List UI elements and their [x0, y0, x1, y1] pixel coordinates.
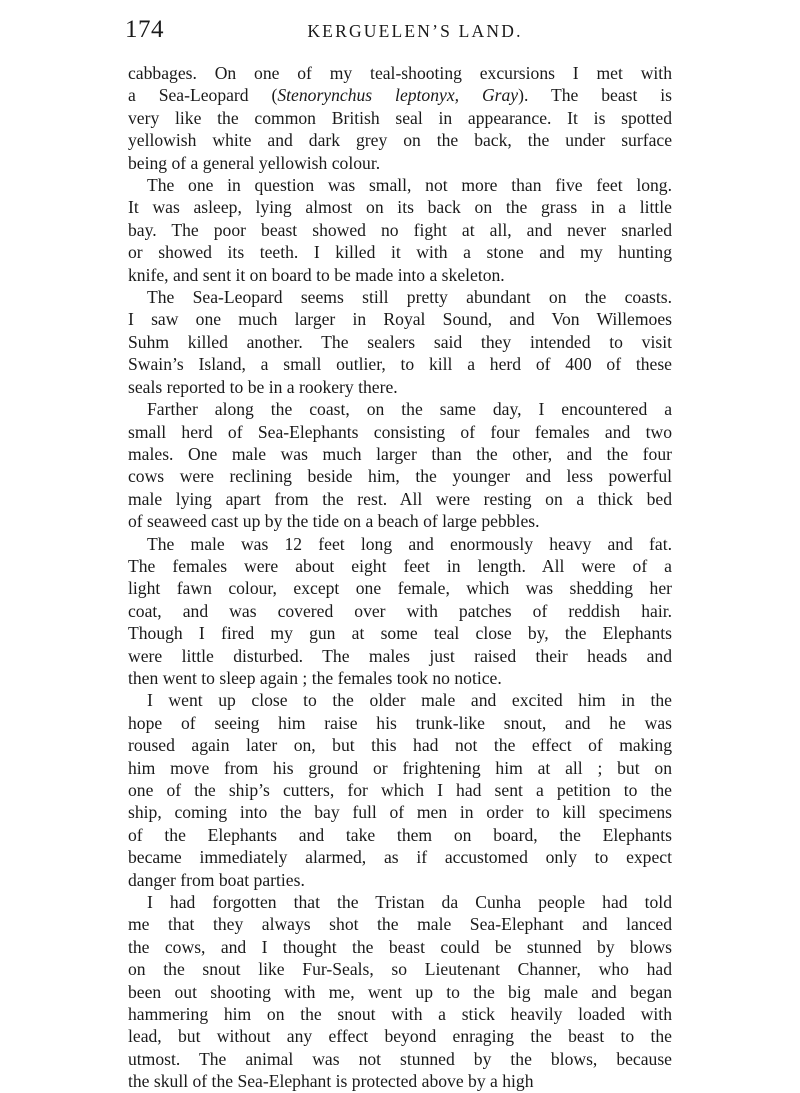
- text-run: cabbages. On one of my teal-shooting excursions I met with: [128, 63, 672, 83]
- text-line: [128, 1003, 672, 1025]
- text-line: [128, 846, 672, 868]
- text-line: [128, 667, 672, 689]
- text-line: [128, 286, 672, 308]
- text-line: [128, 84, 672, 106]
- text-run: yellowish white and dark grey on the back, the under surface: [128, 130, 672, 151]
- text-run: became immediately alarmed, as if accustomed only to expect: [128, 847, 672, 868]
- text-run: of seaweed cast up by the tide on a beach of large pebbles.: [128, 511, 540, 532]
- text-run: been out shooting with me, went up to the big male and began: [128, 981, 672, 1002]
- text-run: The male was 12 feet long and enormously heavy and fat.: [147, 533, 672, 554]
- text-run: a Sea-Leopard (: [128, 85, 278, 106]
- text-line: [128, 1025, 672, 1047]
- text-line: [128, 129, 672, 151]
- text-run: males. One male was much larger than the other, and the four: [128, 443, 672, 464]
- text-line: [128, 734, 672, 756]
- text-line: [128, 353, 672, 375]
- paragraph: [128, 891, 672, 1093]
- text-run: Suhm killed another. The sealers said they intended to visit: [128, 331, 672, 352]
- text-line: [128, 443, 672, 465]
- text-line: [128, 936, 672, 958]
- text-line: [128, 958, 672, 980]
- text-line: [128, 421, 672, 443]
- text-run: hope of seeing him raise his trunk-like snout, and he was: [128, 712, 672, 733]
- text-run: coat, and was covered over with patches of reddish hair.: [128, 600, 672, 621]
- paragraph: [128, 689, 672, 891]
- text-line: [128, 533, 672, 555]
- text-run: The one in question was small, not more than five feet long.: [147, 175, 672, 196]
- text-line: [128, 622, 672, 644]
- text-line: [128, 62, 672, 84]
- text-run: I saw one much larger in Royal Sound, and Von Willemoes: [128, 309, 672, 330]
- text-run: danger from boat parties.: [128, 869, 305, 890]
- text-run: ). The beast is: [518, 85, 672, 106]
- text-run: Though I fired my gun at some teal close by, the Elephants: [128, 623, 672, 644]
- text-run: being of a general yellowish colour.: [128, 152, 381, 173]
- body-text: [128, 62, 672, 1093]
- text-line: [128, 241, 672, 263]
- text-run: then went to sleep again ; the females took no notice.: [128, 667, 502, 688]
- text-line: [128, 398, 672, 420]
- paragraph: [128, 398, 672, 532]
- text-line: [128, 376, 672, 398]
- text-line: [128, 308, 672, 330]
- text-line: [128, 600, 672, 622]
- text-run: Farther along the coast, on the same day, I encountered a: [147, 399, 672, 420]
- text-run: of the Elephants and take them on board, the Elephants: [128, 824, 672, 845]
- text-run: I went up close to the older male and excited him in the: [147, 690, 672, 711]
- text-run: very like the common British seal in appearance. It is spotted: [128, 107, 672, 128]
- text-run: the skull of the Sea-Elephant is protected above by a high: [128, 1071, 534, 1092]
- text-run: the cows, and I thought the beast could be stunned by blows: [128, 936, 672, 957]
- paragraph: [128, 62, 672, 174]
- text-line: [128, 264, 672, 286]
- text-line: [128, 465, 672, 487]
- text-line: [128, 555, 672, 577]
- text-line: [128, 645, 672, 667]
- text-run: It was asleep, lying almost on its back on the grass in a little: [128, 197, 672, 218]
- page-number: 174: [125, 16, 164, 43]
- text-run: lead, but without any effect beyond enraging the beast to the: [128, 1026, 672, 1047]
- text-run: me that they always shot the male Sea-Elephant and lanced: [128, 914, 672, 935]
- text-run: cows were reclining beside him, the younger and less powerful: [128, 466, 672, 487]
- text-run: light fawn colour, except one female, which was shedding her: [128, 578, 672, 599]
- text-line: [128, 824, 672, 846]
- text-run: bay. The poor beast showed no fight at all, and never snarled: [128, 219, 672, 240]
- text-run: or showed its teeth. I killed it with a stone and my hunting: [128, 242, 672, 263]
- text-run: were little disturbed. The males just raised their heads and: [128, 645, 672, 666]
- text-line: [128, 219, 672, 241]
- text-run: hammering him on the snout with a stick heavily loaded with: [128, 1004, 672, 1025]
- text-line: [128, 801, 672, 823]
- text-run: him move from his ground or frightening him at all ; but on: [128, 757, 672, 778]
- running-head: KERGUELEN’S LAND.: [307, 21, 523, 41]
- text-line: [128, 1048, 672, 1070]
- text-line: [128, 488, 672, 510]
- paragraph: [128, 286, 672, 398]
- text-line: [128, 107, 672, 129]
- text-run: Swain’s Island, a small outlier, to kill a herd of 400 of these: [128, 354, 672, 375]
- paragraph: [128, 533, 672, 690]
- text-run: The Sea-Leopard seems still pretty abundant on the coasts.: [147, 287, 672, 308]
- text-run: one of the ship’s cutters, for which I had sent a petition to the: [128, 780, 672, 800]
- text-run: seals reported to be in a rookery there.: [128, 376, 398, 397]
- page-header: [125, 16, 675, 48]
- italic-text: Stenorynchus leptonyx, Gray: [277, 85, 519, 106]
- text-run: ship, coming into the bay full of men in order to kill specimens: [128, 802, 672, 823]
- text-line: [128, 174, 672, 196]
- text-line: [128, 869, 672, 891]
- text-line: [128, 757, 672, 779]
- text-line: [128, 1070, 672, 1092]
- text-line: [128, 331, 672, 353]
- text-run: roused again later on, but this had not the effect of making: [128, 735, 672, 756]
- text-run: knife, and sent it on board to be made into a skeleton.: [128, 264, 505, 285]
- text-line: [128, 779, 672, 801]
- text-run: I had forgotten that the Tristan da Cunha people had told: [147, 892, 672, 913]
- text-run: on the snout like Fur-Seals, so Lieutenant Channer, who had: [128, 959, 672, 980]
- text-line: [128, 891, 672, 913]
- text-run: male lying apart from the rest. All were resting on a thick bed: [128, 488, 672, 509]
- text-line: [128, 196, 672, 218]
- text-line: [128, 577, 672, 599]
- text-line: [128, 689, 672, 711]
- text-line: [128, 712, 672, 734]
- text-run: utmost. The animal was not stunned by the blows, because: [128, 1048, 672, 1069]
- paragraph: [128, 174, 672, 286]
- text-line: [128, 981, 672, 1003]
- text-run: small herd of Sea-Elephants consisting of four females and two: [128, 421, 672, 442]
- text-line: [128, 913, 672, 935]
- text-line: [128, 510, 672, 532]
- text-line: [128, 152, 672, 174]
- text-run: The females were about eight feet in length. All were of a: [128, 555, 672, 576]
